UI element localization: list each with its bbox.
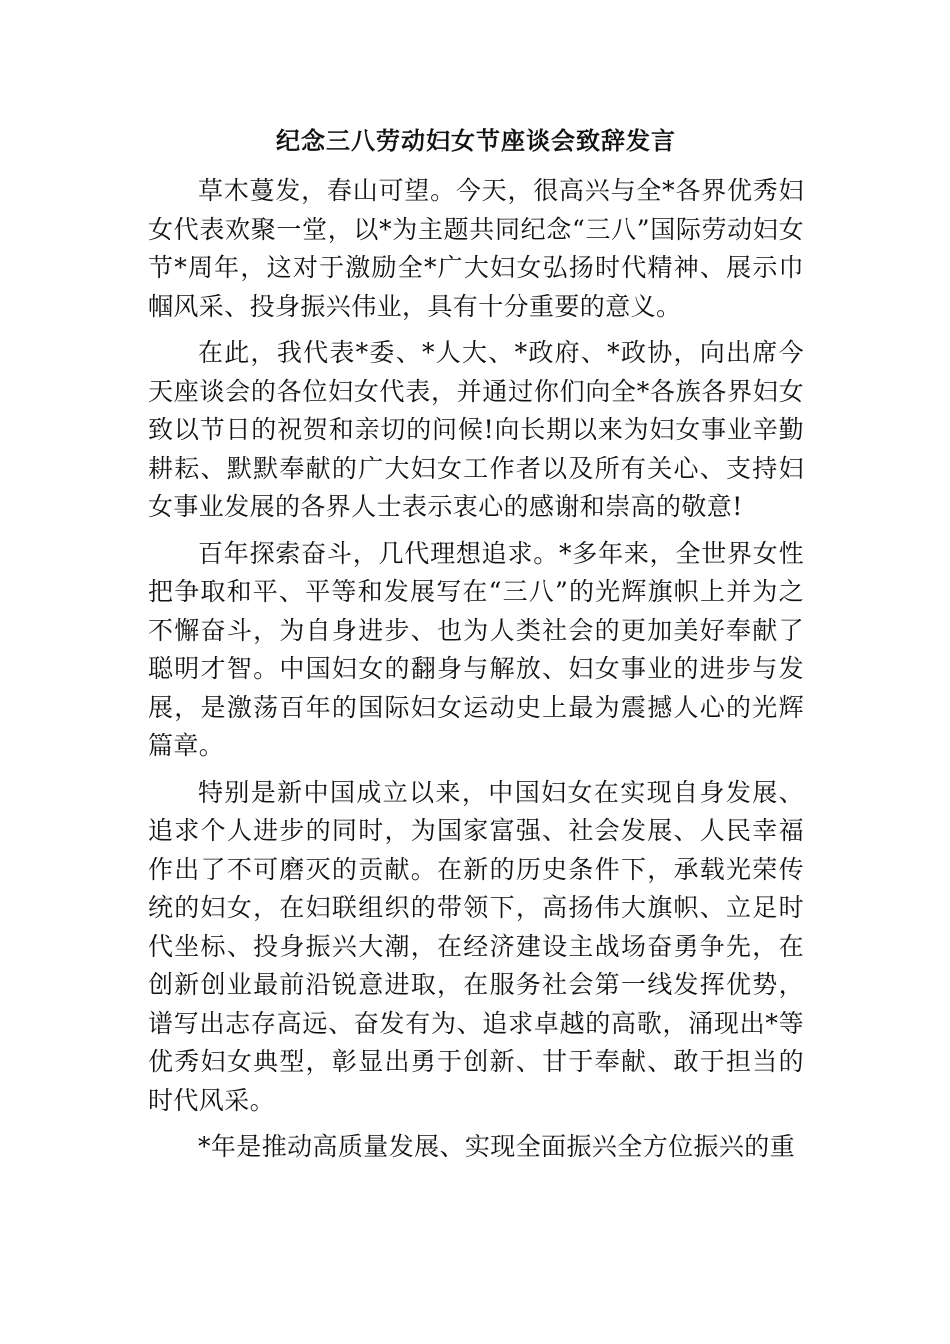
- paragraph-4: 特别是新中国成立以来，中国妇女在实现自身发展、追求个人进步的同时，为国家富强、社会发展、人民幸福作出了不可磨灭的贡献。在新的历史条件下，承载光荣传统的妇女，在妇联组织的带领下，高扬伟大旗帜、立足时代坐标、投身振兴大潮，在经济建设主战场奋勇争先，在创新创业最前沿锐意进取，在服务社会第一线发挥优势，谱写出志存高远、奋发有为、追求卓越的高歌，涌现出*等优秀妇女典型，彰显出勇于创新、甘于奉献、敢于担当的时代风采。: [148, 777, 804, 1115]
- document-page: [148, 118, 804, 1175]
- document-title: 纪念三八劳动妇女节座谈会致辞发言: [276, 126, 676, 155]
- paragraph-3: 百年探索奋斗，几代理想追求。*多年来，全世界女性把争取和平、平等和发展写在“三八”的光辉旗帜上并为之不懈奋斗，为自身进步、也为人类社会的更加美好奉献了聪明才智。中国妇女的翻身与解放、妇女事业的进步与发展，是激荡百年的国际妇女运动史上最为震撼人心的光辉篇章。: [148, 538, 804, 760]
- paragraph-2: 在此，我代表*委、*人大、*政府、*政协，向出席今天座谈会的各位妇女代表，并通过你们向全*各族各界妇女致以节日的祝贺和亲切的问候!向长期以来为妇女事业辛勤耕耘、默默奉献的广大妇女工作者以及所有关心、支持妇女事业发展的各界人士表示衷心的感谢和崇高的敬意!: [148, 338, 804, 521]
- paragraph-5: *年是推动高质量发展、实现全面振兴全方位振兴的重: [198, 1132, 796, 1161]
- paragraph-1: 草木蔓发，春山可望。今天，很高兴与全*各界优秀妇女代表欢聚一堂，以*为主题共同纪念“三八”国际劳动妇女节*周年，这对于激励全*广大妇女弘扬时代精神、展示巾帼风采、投身振兴伟业，具有十分重要的意义。: [148, 176, 804, 321]
